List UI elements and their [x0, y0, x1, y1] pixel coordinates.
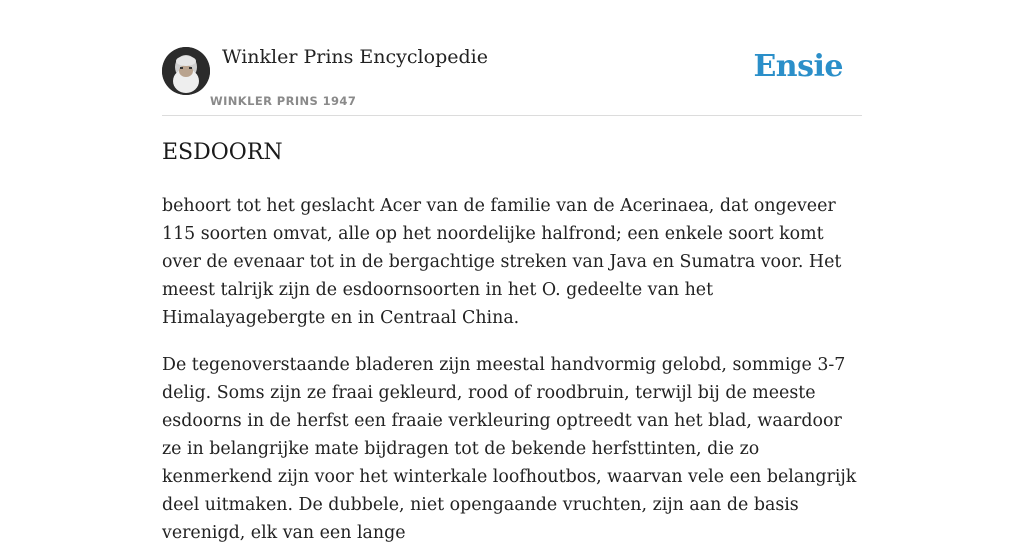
source-subtitle[interactable]: WINKLER PRINS 1947	[210, 94, 357, 108]
article-title: ESDOORN	[162, 140, 283, 165]
source-name[interactable]: Winkler Prins Encyclopedie	[222, 46, 488, 68]
source-avatar[interactable]	[162, 47, 210, 95]
article-page	[162, 0, 862, 543]
article-paragraph-2: De tegenoverstaande bladeren zijn meestal handvormig gelobd, sommige 3-7 delig. Soms zijn ze fraai gekleurd, rood of roodbruin, terwijl bij de meeste esdoorns in de herfst een fraaie verkleuring optreedt van het blad, waardoor ze in belangrijke mate bijdragen tot de bekende herfsttinten, die zo kenmerkend zijn voor het winterkale loofhoutbos, waarvan vele een belangrijk deel uitmaken. De dubbele, niet opengaande vruchten, zijn aan de basis verenigd, elk van een lange	[162, 355, 857, 543]
brand-logo[interactable]: Ensie	[753, 49, 843, 84]
portrait-icon	[162, 47, 210, 95]
article-paragraph-1: behoort tot het geslacht Acer van de familie van de Acerinaea, dat ongeveer 115 soorten omvat, alle op het noordelijke halfrond; een enkele soort komt over de evenaar tot in de bergachtige streken van Java en Sumatra voor. Het meest talrijk zijn de esdoornsoorten in het O. gedeelte van het Himalayagebergte en in Centraal China.	[162, 196, 842, 328]
source-header	[162, 0, 862, 116]
